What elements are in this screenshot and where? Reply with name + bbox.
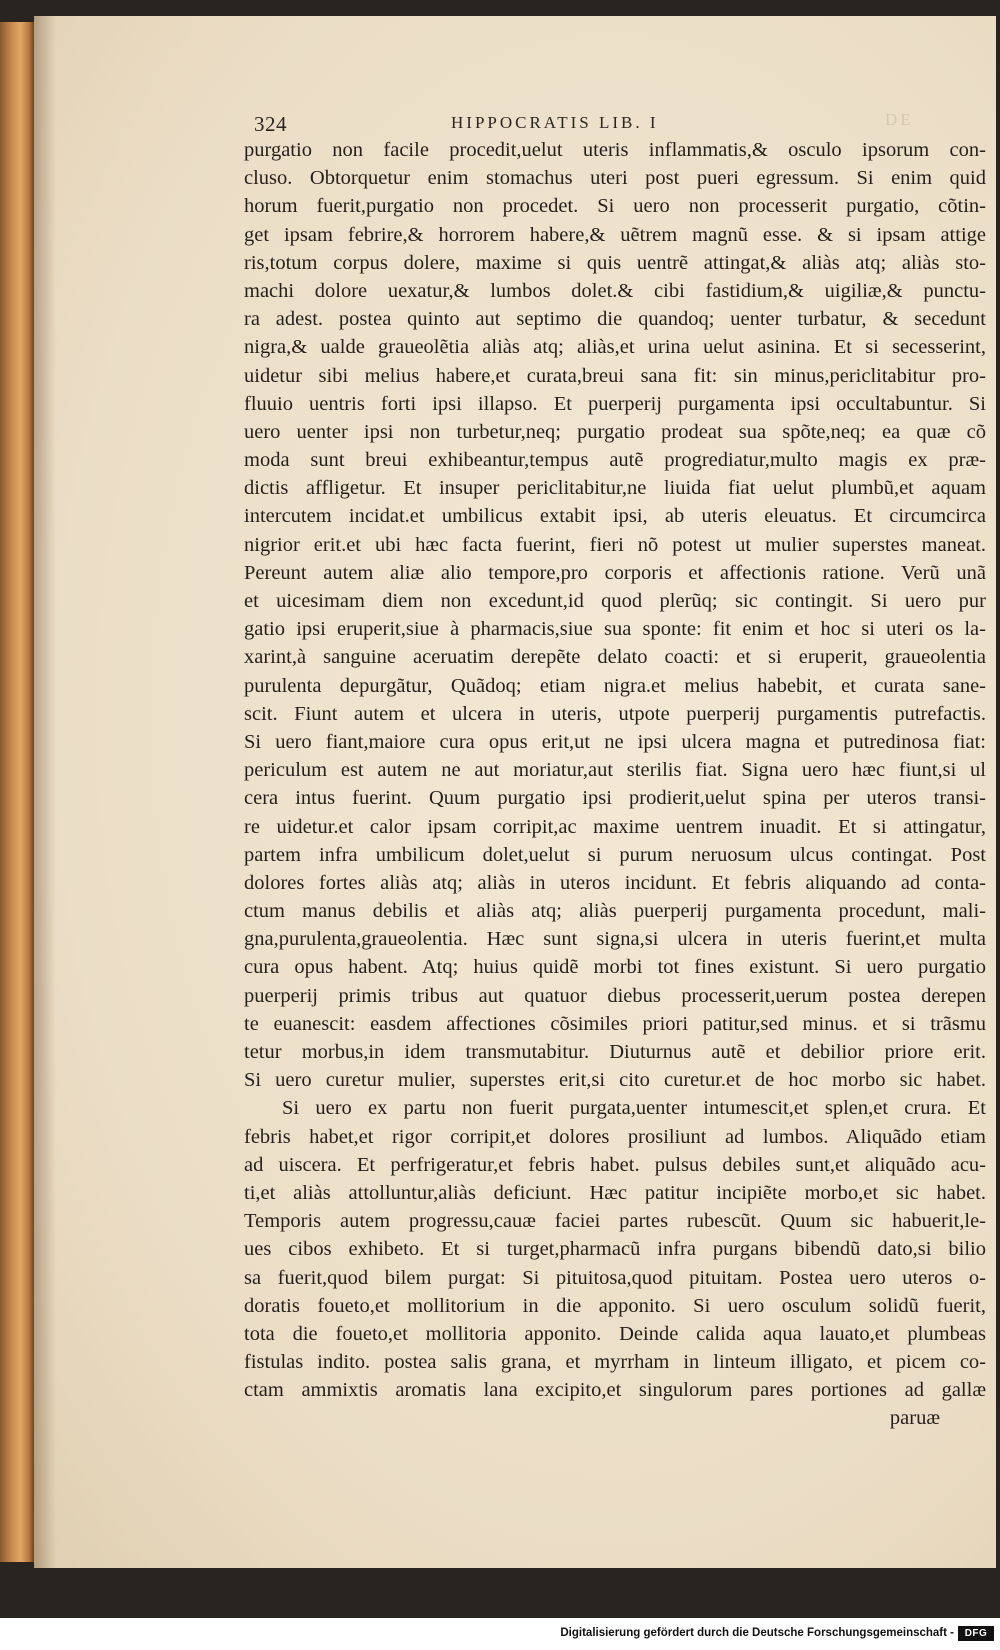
body-text <box>244 136 986 1433</box>
text-line: ra adest. postea quinto aut septimo die quandoq; uenter turbatur, & secedunt <box>244 308 986 331</box>
digitization-footer <box>0 1618 1000 1650</box>
text-line: febris habet,et rigor corripit,et dolores prosiliunt ad lumbos. Aliquãdo etiam <box>244 1125 986 1148</box>
text-line: ues cibos exhibeto. Et si turget,pharmacũ infra purgans bibendũ dato,si bilio <box>244 1238 986 1261</box>
text-line: nigrior erit.et ubi hæc facta fuerint, fieri nõ potest ut mulier superstes maneat. <box>244 533 986 556</box>
bleed-through-text: DE <box>885 110 914 129</box>
text-line: machi dolore uexatur,& lumbos dolet.& cibi fastidium,& uigiliæ,& punctu- <box>244 279 986 302</box>
text-line: scit. Fiunt autem et ulcera in uteris, utpote puerperij purgamentis putrefactis. <box>244 702 986 725</box>
text-line: Si uero ex partu non fuerit purgata,uenter intumescit,et splen,et crura. Et <box>282 1097 986 1120</box>
text-line: dolores fortes aliàs atq; aliàs in uteros incidunt. Et febris aliquando ad conta- <box>244 871 986 894</box>
page-number: 324 <box>254 112 287 136</box>
text-line: fluuio uentris forti ipsi illapso. Et puerperij purgamenta ipsi occultabuntur. Si <box>244 392 986 415</box>
text-line: gna,purulenta,graueolentia. Hæc sunt signa,si ulcera in uteris fuerint,et multa <box>244 928 986 951</box>
text-line: sa fuerit,quod bilem purgat: Si pituitosa,quod pituitam. Postea uero uteros o- <box>244 1266 986 1289</box>
text-line: Si uero fiant,maiore cura opus erit,ut ne ipsi ulcera magna et putredinosa fiat: <box>244 730 986 753</box>
text-line: partem infra umbilicum dolet,uelut si purum neruosum ulcus contingat. Post <box>244 843 986 866</box>
text-line: cera intus fuerint. Quum purgatio ipsi prodierit,uelut spina per uteros transi- <box>244 787 986 810</box>
text-line: tetur morbus,in idem transmutabitur. Diuturnus autẽ et debilior priore erit. <box>244 1041 986 1063</box>
text-line: Temporis autem progressu,cauæ faciei partes rubescũt. Quum sic habuerit,le- <box>244 1210 986 1233</box>
text-line: ti,et aliàs attolluntur,aliàs deficiunt. Hæc patitur incipiẽte morbo,et sic habet. <box>244 1181 986 1204</box>
text-line: gatio ipsi eruperit,siue à pharmacis,siue sua sponte: fit enim et hoc si uteri os la- <box>244 618 986 641</box>
text-line: intercutem incidat.et umbilicus extabit ipsi, ab uteris eleuatus. Et circumcirca <box>244 505 986 528</box>
text-line: horum fuerit,purgatio non procedet. Si uero non processerit purgatio, cõtin- <box>244 195 986 218</box>
text-line: ctum manus debilis et aliàs atq; aliàs puerperij purgamenta procedunt, mali- <box>244 900 986 923</box>
text-line: et uicesimam diem non excedunt,id quod plerũq; sic contingit. Si uero pur <box>244 590 986 612</box>
text-line: moda sunt breui exhibeantur,tempus autẽ progrediatur,multo magis ex præ- <box>244 449 986 472</box>
catchword: paruæ <box>889 1407 940 1430</box>
text-line: fistulas indito. postea salis grana, et myrrham in linteum illigato, et picem co- <box>244 1351 986 1374</box>
text-line: nigra,& ualde graueolẽtia aliàs atq; aliàs,et urina uelut asinina. Et si secesserint, <box>244 336 986 359</box>
page-header <box>254 112 954 138</box>
dfg-logo-icon: DFG <box>958 1626 994 1641</box>
text-line: purgatio non facile procedit,uelut uteris inflammatis,& osculo ipsorum con- <box>244 139 986 161</box>
text-line: uidetur sibi melius habere,et curata,breui sana fit: sin minus,periclitabitur pro- <box>244 364 986 387</box>
text-line: ctam ammixtis aromatis lana excipito,et singulorum pares portiones ad gallæ <box>244 1379 986 1402</box>
text-line: periculum est autem ne aut moriatur,aut sterilis fiat. Signa uero hæc fiunt,si ul <box>244 759 986 782</box>
text-line: doratis foueto,et mollitorium in die apponito. Si uero osculum solidũ fuerit, <box>244 1294 986 1317</box>
text-line: Pereunt autem aliæ alio tempore,pro corporis et affectionis ratione. Verũ unã <box>244 561 986 584</box>
text-line: Si uero curetur mulier, superstes erit,si cito curetur.et de hoc morbo sic habet. <box>244 1069 986 1092</box>
text-line: ris,totum corpus dolere, maxime si quis uentrẽ attingat,& aliàs atq; aliàs sto- <box>244 251 986 274</box>
text-line: puerperij primis tribus aut quatuor diebus processerit,uerum postea derepen <box>244 984 986 1007</box>
text-line: ad uiscera. Et perfrigeratur,et febris habet. pulsus debiles sunt,et aliquãdo acu- <box>244 1153 986 1176</box>
text-line: get ipsam febrire,& horrorem habere,& uẽtrem magnũ esse. & si ipsam attige <box>244 223 986 246</box>
running-title: HIPPOCRATIS LIB. I <box>451 113 659 132</box>
text-line: cura opus habent. Atq; huius quidẽ morbi tot fines existunt. Si uero purgatio <box>244 956 986 979</box>
text-line: te euanescit: easdem affectiones cõsimiles priori patitur,sed minus. et si trãsmu <box>244 1012 986 1035</box>
text-line: tota die foueto,et mollitoria apponito. Deinde calida aqua lauato,et plumbeas <box>244 1322 986 1345</box>
text-line: dictis affligetur. Et insuper periclitabitur,ne liuida fiat uelut plumbũ,et aquam <box>244 477 986 500</box>
book-page-edges <box>0 22 34 1562</box>
text-line: cluso. Obtorquetur enim stomachus uteri post pueri egressum. Si enim quid <box>244 167 986 190</box>
text-line: re uidetur.et calor ipsam corripit,ac maxime uentrem inuadit. Et si attingatur, <box>244 815 986 838</box>
text-line: xarint,à sanguine aceruatim derepẽte delato coacti: et si eruperit, graueolentia <box>244 646 986 669</box>
text-line: purulenta depurgãtur, Quãdoq; etiam nigra.et melius habebit, et curata sane- <box>244 674 986 697</box>
text-line: uero uenter ipsi non turbetur,neq; purgatio prodeat sua spõte,neq; ea quæ cõ <box>244 420 986 443</box>
funding-credit: Digitalisierung gefördert durch die Deutsche Forschungsgemeinschaft - <box>560 1627 954 1639</box>
gutter-shadow <box>34 16 56 1568</box>
